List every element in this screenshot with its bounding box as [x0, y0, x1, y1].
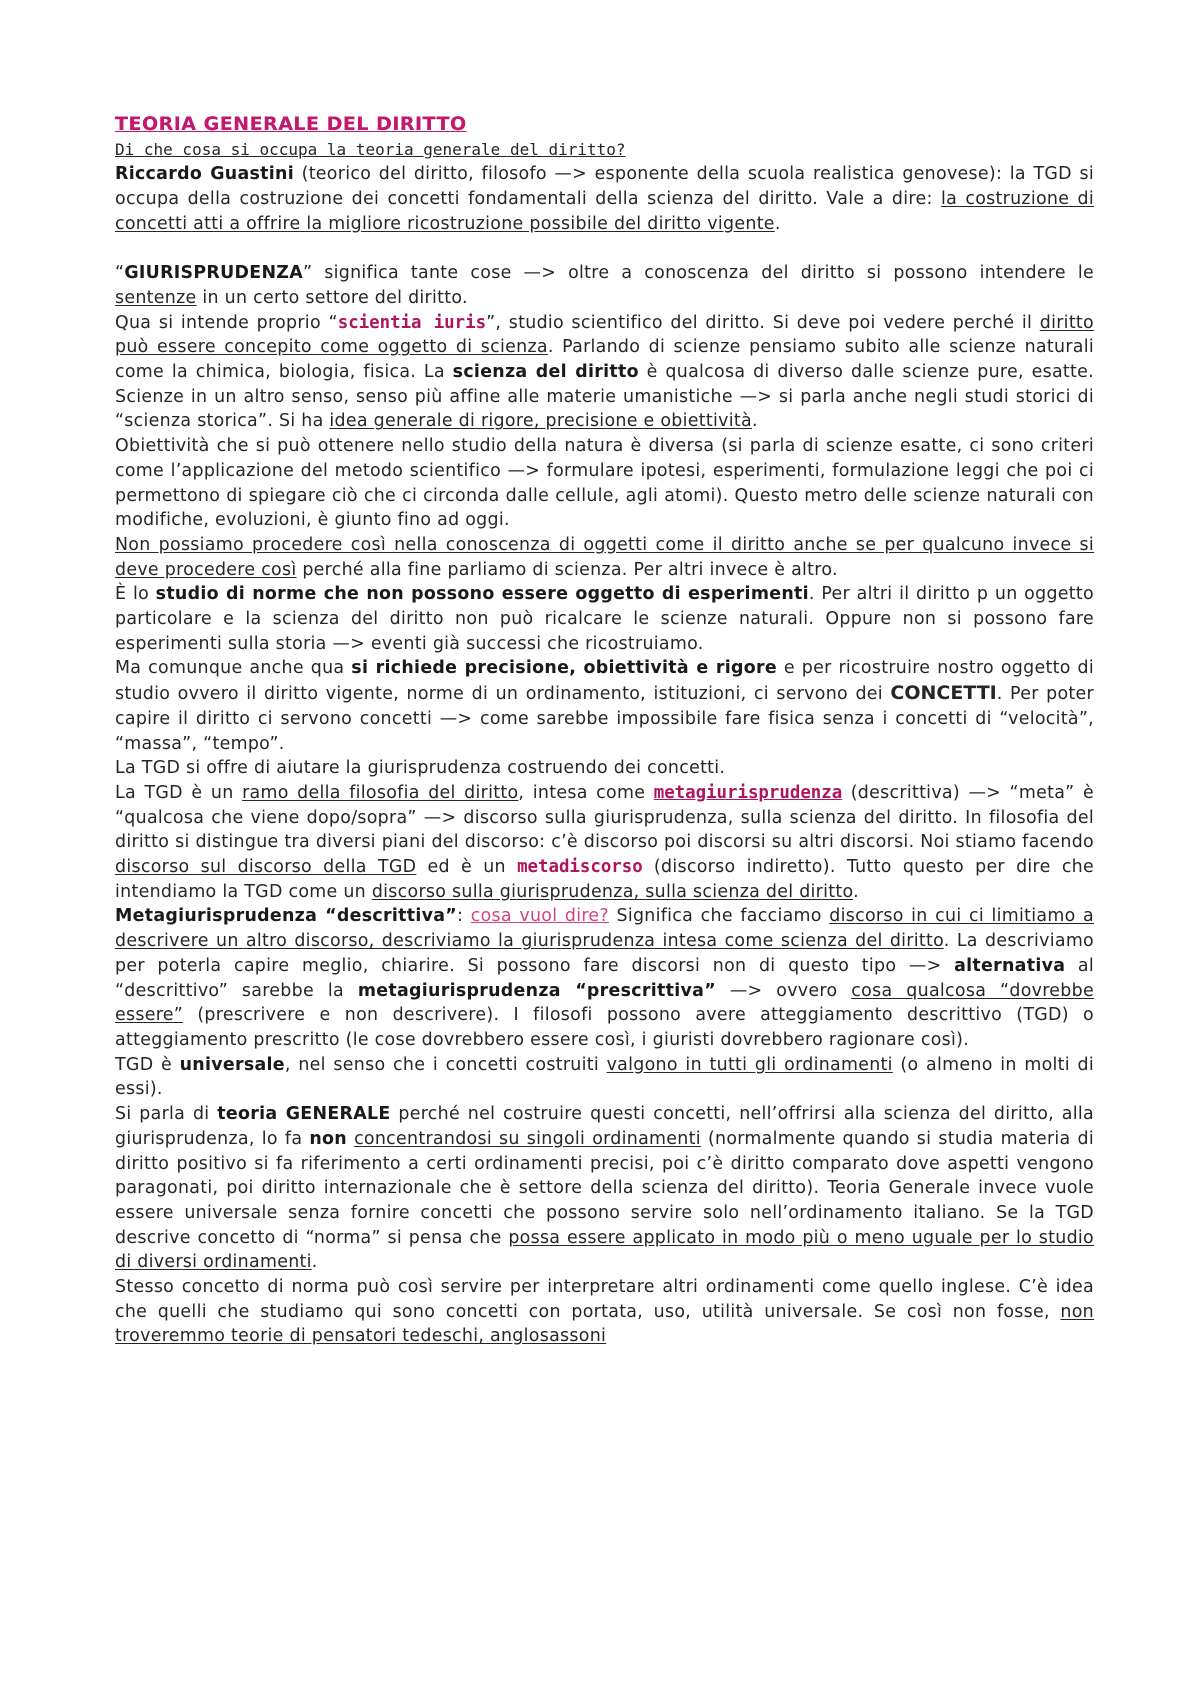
text: (prescrivere e non descrivere). I filosofi possono avere atteggiamento descrittivo (TGD) o atteggiamento prescritto (le cose dovrebbero essere così, i giuristi dovrebbero ragionare così). [115, 1005, 1094, 1050]
text: ed è un [416, 857, 518, 878]
bold-term: universale [179, 1054, 285, 1075]
underlined-text: Non possiamo procedere così nella conoscenza di oggetti come il diritto anche se per qualcuno invece si deve procedere così [115, 534, 1094, 580]
text: . La descriviamo per poterla capire meglio, chiarire. Si possono fare discorsi non di questo tipo —> [115, 931, 1095, 976]
paragraph: Obiettività che si può ottenere nello studio della natura è diversa (si parla di scienze esatte, ci sono criteri come l’applicazione del metodo scientifico —> formulare ipotesi, esperimenti, formulazione leggi che poi ci permettono di spiegare ciò che ci circonda dalle cellule, agli atomi). Questo metro delle scienze naturali con modifiche, evoluzioni, è giunto fino ad oggi. [115, 436, 1094, 531]
text: : [457, 906, 471, 927]
text [347, 1129, 354, 1149]
paragraph [115, 1102, 1094, 1275]
paragraph [115, 904, 1094, 1052]
paragraph [115, 261, 1094, 310]
text: “ [115, 263, 125, 284]
highlighted-term: metagiurisprudenza [653, 782, 843, 803]
text: , nel senso che i concetti costruiti [284, 1054, 607, 1075]
underlined-text: concentrandosi su singoli ordinamenti [354, 1128, 701, 1149]
text: —> ovvero [715, 980, 852, 1001]
text: Stesso concetto di norma può così servire per interpretare altri ordinamenti come quello inglese. C’è idea che quelli che studiamo qui sono concetti con portata, uso, utilità universale. Se così non fosse, [115, 1277, 1094, 1322]
highlighted-term: metadiscorso [517, 857, 643, 878]
text: È lo [115, 584, 156, 605]
text: perché nel costruire questi concetti, nell’offrirsi alla scienza del diritto, alla giurisprudenza, lo fa [115, 1104, 1094, 1149]
underlined-text: valgono in tutti gli ordinamenti [606, 1054, 893, 1075]
text: . [853, 881, 859, 902]
bold-term: teoria GENERALE [217, 1104, 391, 1125]
underlined-text: diritto può essere concepito come oggetto di scienza [115, 312, 1094, 358]
bold-term: GIURISPRUDENZA [124, 263, 303, 284]
bold-term: non [309, 1128, 347, 1149]
text: . Per altri il diritto p un oggetto particolare e la scienza del diritto non può ricalcare le scienze naturali. Oppure non si possono fare esperimenti sulla storia —> eventi già successi che ricostruiamo. [115, 584, 1094, 654]
text: perché alla fine parliamo di scienza. Per altri invece è altro. [296, 559, 838, 580]
text: e per ricostruire nostro oggetto di studio ovvero il diritto vigente, norme di un ordinamento, istituzioni, ci servono dei [115, 658, 1095, 705]
paragraph [115, 656, 1094, 756]
title-text: TEORIA GENERALE DEL DIRITTO [115, 113, 467, 135]
text: . [751, 411, 758, 432]
underlined-text: sentenze [115, 287, 197, 308]
underlined-text: discorso sulla giurisprudenza, sulla scienza del diritto [371, 881, 854, 902]
underlined-text: non troveremmo teorie di pensatori tedeschi, anglosassoni [115, 1301, 1094, 1347]
underlined-text: discorso sul discorso della TGD [115, 857, 417, 878]
bold-term: si richiede precisione, obiettività e rigore [351, 658, 777, 679]
highlighted-term: scientia iuris [337, 312, 487, 333]
text: . [311, 1252, 318, 1273]
bold-term: alternativa [954, 955, 1066, 976]
text: ”, studio scientifico del diritto. Si deve poi vedere perché il [486, 312, 1040, 333]
big-term: CONCETTI [890, 682, 997, 705]
question-text: Di che cosa si occupa la teoria generale del diritto? [115, 139, 626, 159]
underlined-text: cosa qualcosa “dovrebbe essere” [115, 980, 1094, 1026]
author-name: Riccardo Guastini [115, 164, 294, 185]
text: (teorico del diritto, filosofo —> esponente della scuola realistica genovese): la TGD si occupa della costruzione dei concetti fondamentali della scienza del diritto. Vale a dire: [115, 164, 1094, 210]
text: è qualcosa di diverso dalle scienze pure, esatte. Scienze in un altro senso, senso più affine alle materie umanistiche —> si parla anche negli studi storici di “scienza storica”. Si ha [115, 362, 1094, 432]
bold-term: studio di norme che non possono essere oggetto di esperimenti [155, 584, 809, 605]
underlined-text: ramo della filosofia del diritto [242, 782, 519, 803]
text: , intesa come [518, 782, 654, 803]
paragraph [115, 162, 1094, 236]
paragraph [115, 582, 1094, 656]
underlined-text: discorso in cui ci limitiamo a descrivere un altro discorso, descriviamo la giurisprudenza intesa come scienza del diritto [115, 906, 1094, 952]
text: Qua si intende proprio “ [115, 312, 338, 333]
bold-term: Metagiurisprudenza “descrittiva” [115, 906, 458, 927]
paragraph [115, 311, 1094, 435]
paragraph [115, 533, 1094, 582]
paragraph [115, 781, 1094, 905]
question-line [115, 138, 1094, 163]
document-title [115, 112, 1094, 138]
text: (o almeno in molti di essi). [115, 1054, 1094, 1100]
text: . Per poter capire il diritto ci servono concetti —> come sarebbe impossibile fare fisica senza i concetti di “velocità”, “massa”, “tempo”. [115, 684, 1094, 754]
underlined-text: idea generale di rigore, precisione e obiettività [329, 411, 752, 432]
underlined-text: possa essere applicato in modo più o meno uguale per lo studio di diversi ordinamenti [115, 1227, 1094, 1273]
blank-line [115, 237, 1094, 262]
text: Si parla di [115, 1104, 218, 1125]
document-body [115, 112, 1094, 1349]
text: La TGD è un [115, 782, 243, 803]
bold-term: scienza del diritto [452, 362, 639, 383]
question-link[interactable]: cosa vuol dire? [470, 906, 609, 927]
text: Significa che facciamo [608, 906, 830, 927]
paragraph [115, 1275, 1094, 1349]
text: Ma comunque anche qua [115, 658, 352, 679]
bold-term: metagiurisprudenza “prescrittiva” [357, 980, 716, 1001]
text: (descrittiva) —> “meta” è “qualcosa che viene dopo/sopra” —> discorso sulla giurisprudenza, sulla scienza del diritto. In filosofia del diritto si distingue tra diversi piani del discorso: c’è discorso poi discorsi su altri discorsi. Noi stiamo facendo [115, 782, 1094, 853]
text: ” significa tante cose —> oltre a conoscenza del diritto si possono intendere le [302, 263, 1094, 284]
paragraph: La TGD si offre di aiutare la giurisprudenza costruendo dei concetti. [115, 758, 726, 779]
text: . Parlando di scienze pensiamo subito alle scienze naturali come la chimica, biologia, fisica. La [115, 337, 1094, 383]
underlined-text: la costruzione di concetti atti a offrire la migliore ricostruzione possibile del diritto vigente [115, 189, 1094, 234]
text: TGD è [115, 1054, 180, 1075]
text: (discorso indiretto). Tutto questo per dire che intendiamo la TGD come un [115, 857, 1094, 902]
text: . [774, 213, 781, 234]
text: al “descrittivo” sarebbe la [115, 955, 1094, 1001]
paragraph [115, 1053, 1094, 1102]
text: (normalmente quando si studia materia di diritto positivo si fa riferimento a certi ordinamenti precisi, poi c’è diritto comparato dove aspetti vengono paragonati, poi diritto internazionale che è settore della scienza del diritto). Teoria Generale invece vuole essere universale senza fornire concetti che possono servire solo nell’ordinamento italiano. Se la TGD descrive concetto di “norma” si pensa che [115, 1128, 1095, 1248]
text: in un certo settore del diritto. [196, 287, 468, 308]
